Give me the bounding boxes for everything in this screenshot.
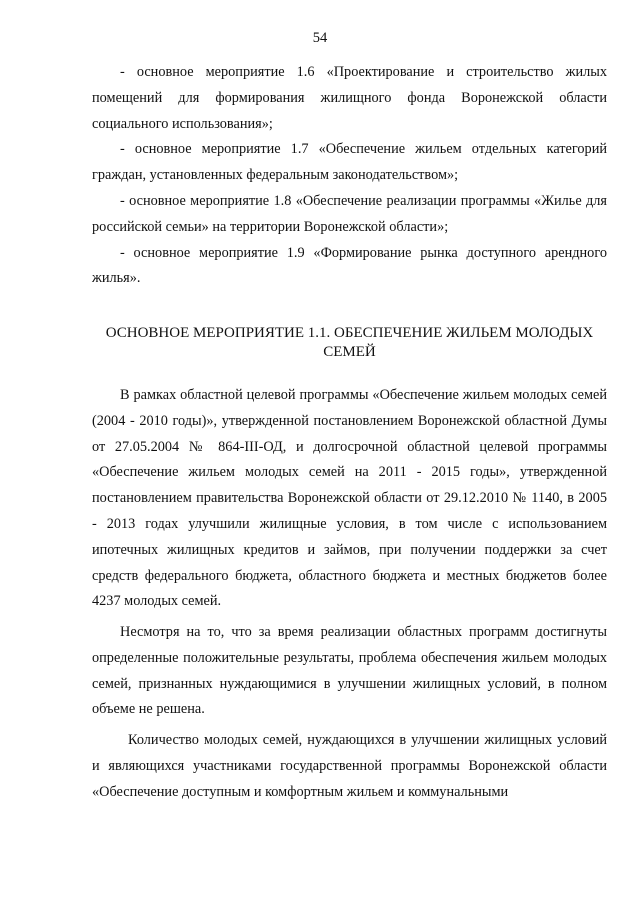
paragraph: Количество молодых семей, нуждающихся в улучшении жилищных условий и являющихся участниками государственной программы Воронежской области «Обеспечение доступным и комфортным жильем и коммунальными: [92, 732, 607, 800]
paragraph-block: [92, 728, 607, 805]
paragraph: В рамках областной целевой программы «Обеспечение жильем молодых семей (2004 - 2010 годы)», утвержденной постановлением Воронежской областной Думы от 27.05.2004 № 864-III-ОД, и долгосрочной областной целевой программы «Обеспечение жильем молодых семей на 2011 - 2015 годы», утвержденной постановлением правительства Воронежской области от 29.12.2010 № 1140, в 2005 - 2013 годах улучшили жилищные условия, в том числе с использованием ипотечных жилищных кредитов и займов, при получении поддержки за счет средств федерального бюджета, областного бюджета и местных бюджетов более 4237 молодых семей.: [92, 387, 607, 610]
list-item: - основное мероприятие 1.9 «Формирование рынка доступного арендного жилья».: [92, 244, 607, 287]
list-item: - основное мероприятие 1.8 «Обеспечение реализации программы «Жилье для российской семьи» на территории Воронежской области»;: [92, 192, 607, 235]
paragraph: Несмотря на то, что за время реализации областных программ достигнуты определенные положительные результаты, проблема обеспечения жильем молодых семей, признанных нуждающимися в улучшении жилищных условий, в полном объеме не решена.: [92, 624, 607, 718]
paragraph-block: [92, 620, 607, 723]
paragraph-block: [92, 383, 607, 615]
page-number: 54: [312, 30, 328, 46]
list-item: - основное мероприятие 1.7 «Обеспечение жильем отдельных категорий граждан, установленных федеральным законодательством»;: [92, 141, 607, 184]
measures-list: [92, 60, 607, 292]
list-item: - основное мероприятие 1.6 «Проектирование и строительство жилых помещений для формирования жилищного фонда Воронежской области социального использования»;: [92, 64, 607, 132]
section-heading: ОСНОВНОЕ МЕРОПРИЯТИЕ 1.1. ОБЕСПЕЧЕНИЕ ЖИЛЬЕМ МОЛОДЫХ СЕМЕЙ: [105, 325, 594, 360]
